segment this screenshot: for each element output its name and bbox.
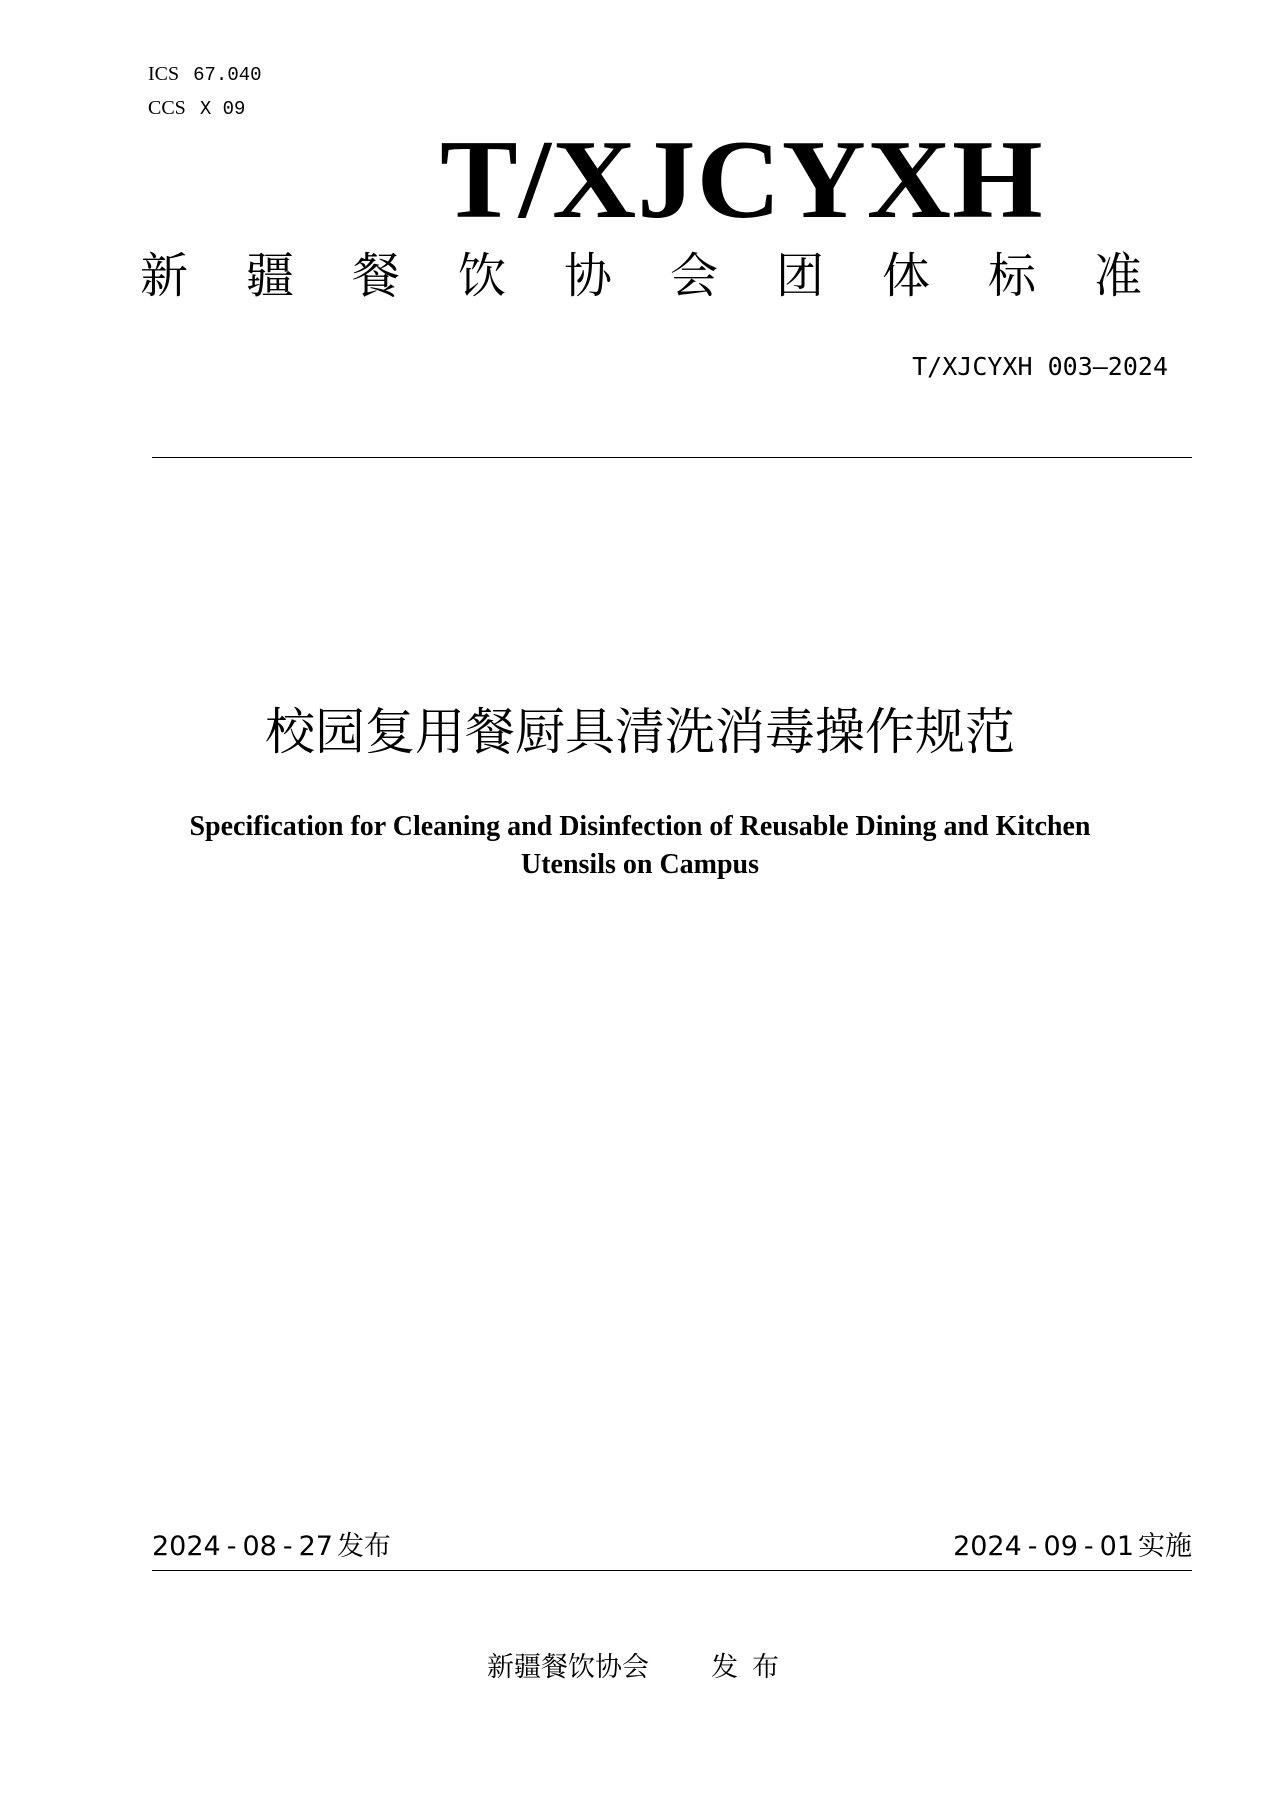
implementation-date: 2024 - 09 - 01 实施 [953,1531,1192,1562]
issue-day: 27 [298,1531,333,1562]
publisher-line [0,1648,1280,1688]
bottom-divider [152,1570,1192,1571]
implement-day: 01 [1099,1531,1134,1562]
implement-year: 2024 [953,1531,1022,1562]
standard-number: T/XJCYXH 003—2024 [912,352,1168,381]
ics-code: 67.040 [193,64,262,86]
ics-row [148,62,262,87]
ccs-code: X 09 [199,98,246,120]
top-divider [152,457,1192,458]
issue-month: 08 [242,1531,277,1562]
ccs-row [148,96,245,121]
issue-label: 发布 [336,1531,391,1562]
publisher-name: 新疆餐饮协会 [487,1652,649,1683]
implement-month: 09 [1043,1531,1078,1562]
ccs-label: CCS [148,97,186,119]
ics-label: ICS [148,63,180,85]
document-title-english-line1: Specification for Cleaning and Disinfection of Reusable Dining and Kitchen [189,811,1091,842]
standard-prefix: T/XJCYXH [440,118,1044,242]
document-title-chinese: 校园复用餐厨具清洗消毒操作规范 [265,703,1015,761]
organization-standard-title: 新疆餐饮协会团体标准 [140,248,1201,304]
issue-date: 2024 - 08 - 27 发布 [152,1531,391,1562]
implement-label: 实施 [1138,1531,1192,1562]
publisher-action: 发布 [711,1652,793,1683]
issue-year: 2024 [152,1531,221,1562]
document-title-english-line2: Utensils on Campus [520,849,760,880]
